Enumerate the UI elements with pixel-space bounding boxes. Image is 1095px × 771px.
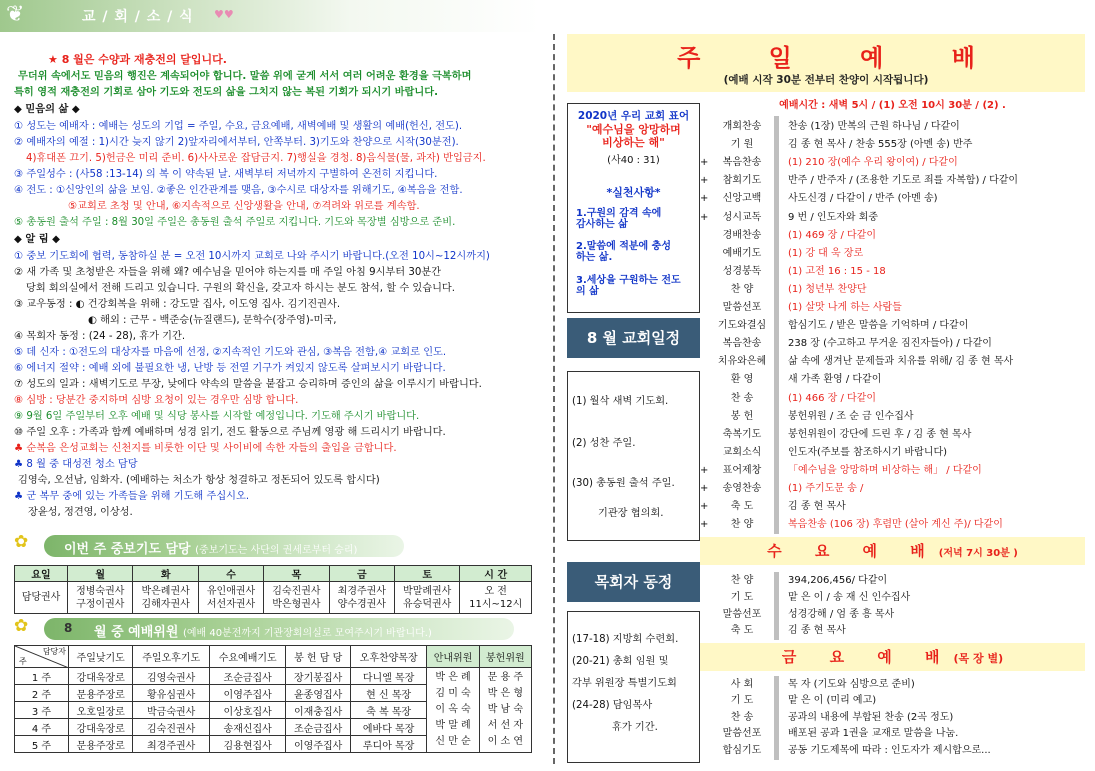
order-bullet: + (700, 211, 709, 223)
order-value: (1) 강 대 욱 장로 (788, 247, 864, 259)
week-cell: 5 주 (15, 736, 69, 753)
order-bullet: + (700, 193, 709, 205)
motto-quote-2: 비상하는 해" (602, 136, 665, 149)
pastor-item: 각부 위원장 특별기도회 (572, 678, 677, 689)
notice-6: ⑥ 에너지 절약 : 예배 외에 불필요한 냉, 난방 등 전열 기구가 켜있지 않도록 살펴보시기 바랍니다. (14, 363, 446, 374)
order-value: 9 번 / 인도자와 회중 (788, 211, 879, 223)
order-label: 성경봉독 (722, 265, 762, 277)
name: 박은형권사 (272, 598, 321, 610)
name: 박 은 형 (487, 688, 523, 699)
time: 11시~12시 (469, 598, 523, 610)
prayer-cell (329, 582, 394, 614)
faith-item-2b: 4)휴대폰 끄기. 5)헌금은 미리 준비. 6)사사로운 잡담금지. 7)행실을 경청. 8)음식물(물, 과자) 반입금지. (26, 153, 486, 164)
name: 김숙진권사 (272, 585, 321, 597)
ushers-section-pill (44, 618, 514, 640)
notice-1: ① 중보 기도회에 협력, 동참하실 분 = 오전 10시까지 교회로 나와 주시기 바랍니다.(오전 10시~12시까지) (14, 251, 490, 262)
practice-3b: 의 삶 (576, 286, 599, 297)
usher-cell: 축 복 목장 (350, 702, 427, 719)
order-value: (1) 고전 16 : 15 - 18 (788, 265, 886, 277)
intro-line-2: 특히 영적 재충전의 기회로 삼아 기도와 전도의 삶을 그치지 않는 복된 기회가 되시기 바랍니다. (14, 87, 438, 98)
monthly-schedule-title: 8 월 교회일정 (567, 318, 700, 358)
notice-3: ③ 교우동정 : ◐ 건강회복을 위해 : 강도말 집사, 이도영 집사. 김기진권사. (14, 299, 341, 310)
order-label: 복음찬송 (722, 338, 762, 350)
prayer-cell (460, 582, 532, 614)
practice-1a: 1.구원의 감격 속에 (576, 208, 662, 219)
notice-12b: 김영숙, 오선남, 임화자. (예배하는 처소가 항상 청결하고 정돈되어 있도록 합시다) (18, 475, 380, 486)
order-value: 배포된 공과 1권을 교재로 말씀을 나눔. (788, 728, 959, 740)
leaf-icon: ❦ (6, 2, 25, 27)
usher-cell: 문용주장로 (69, 736, 133, 753)
name: 유인애권사 (206, 585, 256, 597)
ushers-section-subtitle: (예배 40분전까지 기관장회의실로 모여주시기 바랍니다.) (182, 628, 432, 639)
notice-2: ② 새 가족 및 초청받은 자들을 위해 왜? 예수님을 믿어야 하는지를 매 주일 아침 9시부터 30분간 (14, 267, 441, 278)
usher-cell: 오호일장로 (69, 702, 133, 719)
order-label: 표어제창 (722, 464, 762, 476)
order-label: 찬 양 (730, 575, 754, 586)
pastor-item: (20-21) 총회 임원 및 (572, 656, 669, 667)
faith-item-3: ③ 주일성수 : (사58 :13-14) 의 복 이 약속된 날. 새벽부터 저녁까지 구별하여 온전히 지킵니다. (14, 169, 438, 180)
corner-bottom: 주 (19, 657, 27, 666)
order-value: 인도자(주보를 참조하시기 바랍니다) (788, 446, 948, 458)
intro-line-1: 무더위 속에서도 믿음의 행진은 계속되어야 합니다. 말씀 위에 굳게 서서 여러 어려운 환경을 극복하며 (18, 71, 472, 82)
church-motto-box (567, 103, 700, 313)
order-label: 기 도 (730, 695, 754, 707)
header-cell: 화 (133, 566, 198, 582)
order-value: 찬송 (1장) 만복의 근원 하나님 / 다같이 (788, 121, 960, 132)
prayer-section-subtitle: (중보기도는 사단의 권세로부터 승리) (195, 545, 358, 556)
usher-cell: 김용현집사 (209, 736, 286, 753)
hearts-icon: ♥♥ (214, 8, 234, 21)
ushers-num: 8 (64, 621, 73, 635)
prayer-section-title: 이번 주 중보기도 담당 (64, 542, 191, 557)
usher-cell: 조순금집사 (209, 668, 286, 685)
order-label: 봉 헌 (730, 410, 754, 422)
schedule-item: (30) 총동원 출석 주일. (572, 478, 675, 489)
practice-title: *실천사항* (606, 186, 661, 199)
name: 김 미 숙 (435, 688, 471, 699)
usher-cell: 이영주집사 (209, 685, 286, 702)
order-bullet: + (700, 157, 709, 169)
usher-cell: 이상호집사 (209, 702, 286, 719)
order-value: 김 종 현 목사 / 찬송 555장 (아멘 송) 반주 (788, 139, 973, 151)
name: 박 말 례 (435, 720, 471, 731)
name: 신 만 순 (435, 736, 471, 747)
time: 오 전 (484, 585, 507, 597)
diagonal-line (15, 646, 69, 668)
order-value: 복음찬송 (106 장) 후렴만 (살아 계신 주)/ 다같이 (788, 519, 1003, 531)
order-divider-bar (774, 676, 779, 760)
order-value: 반주 / 반주자 / (조용한 기도로 죄를 자복함) / 다같이 (788, 175, 1019, 187)
friday-title: 금 요 예 배 (781, 648, 954, 666)
prayer-cell (395, 582, 460, 614)
motto-quote-1: "예수님을 앙망하며 (586, 123, 681, 136)
order-value: 공과의 내용에 부합된 찬송 (2곡 정도) (788, 711, 954, 723)
order-value: 새 가족 환영 / 다같이 (788, 374, 882, 386)
usher-cell: 김영숙권사 (133, 668, 210, 685)
order-label: 기도와결심 (717, 320, 767, 332)
notice-13: ♣ 군 복무 중에 있는 가족들을 위해 기도해 주십시오. (14, 491, 250, 502)
order-label: 사 회 (730, 679, 754, 690)
order-value: 김 종 현 목사 (788, 625, 846, 637)
order-value: 김 종 현 목사 (788, 501, 846, 513)
order-value: (1) 살맛 나게 하는 사람들 (788, 302, 902, 313)
header-cell: 봉 헌 담 당 (286, 646, 350, 668)
order-label: 기 원 (730, 139, 754, 151)
order-label: 찬 송 (730, 711, 754, 723)
week-cell: 3 주 (15, 702, 69, 719)
usher-cell: 문용주장로 (69, 685, 133, 702)
name: 이 옥 숙 (435, 704, 471, 715)
usher-cell: 에바다 목장 (350, 719, 427, 736)
name: 박말례권사 (403, 585, 452, 597)
notice-5: ⑤ 데 신자 : ①전도의 대상자를 마음에 선정, ②지속적인 기도와 관심, ③복음 전함,④ 교회로 인도. (14, 347, 447, 358)
notice-9: ⑨ 9월 6일 주일부터 오후 예배 및 식당 봉사를 시작할 예정입니다. 기도해 주시기 바랍니다. (14, 411, 420, 422)
prayer-table (14, 565, 532, 614)
faith-item-5: ⑤ 총동원 출석 주일 : 8월 30일 주일은 총동원 출석 주일로 지킵니다. 기도와 목장별 심방으로 준비. (14, 217, 456, 228)
name: 양수경권사 (337, 598, 386, 610)
prayer-cell (264, 582, 329, 614)
name: 문 용 주 (487, 672, 523, 683)
notice-section-title: ◆ 알 림 ◆ (14, 234, 60, 245)
order-value: (1) 청년부 찬양단 (788, 283, 867, 295)
header-cell: 목 (264, 566, 329, 582)
prayer-cell (68, 582, 133, 614)
row-label: 담당권사 (15, 582, 68, 614)
header-cell: 월 (68, 566, 133, 582)
name: 김해자권사 (141, 598, 190, 610)
ushers-section-title: 월 중 예배위원 (94, 625, 179, 640)
notice-2b: 당회 회의실에서 전해 드리고 있습니다. 구원의 확신을, 갖고자 하시는 분도 참석, 할 수 있습니다. (26, 283, 456, 294)
order-bullet: + (700, 519, 709, 531)
week-cell: 4 주 (15, 719, 69, 736)
corner-cell (15, 646, 69, 668)
order-bullet: + (700, 483, 709, 494)
header-cell: 봉헌위원 (479, 646, 531, 668)
faith-item-4: ④ 전도 : ①신앙인의 삶을 보임. ②좋은 인간관계를 맺음, ③수시로 대상자를 위해기도, ④복음을 전함. (14, 185, 463, 196)
order-label: 신앙고백 (722, 193, 762, 205)
pastor-news-box (567, 611, 700, 763)
week-cell: 1 주 (15, 668, 69, 685)
friday-leader: (목 장 별) (953, 652, 1004, 665)
prayer-cell (198, 582, 263, 614)
notice-10: ⑩ 주일 오후 : 가족과 함께 예배하며 성경 읽기, 전도 활동으로 주님께 영광 해 드리시기 바랍니다. (14, 427, 446, 438)
monthly-schedule-box (567, 371, 700, 541)
order-label: 예배기도 (722, 247, 762, 259)
order-value: 목 자 (기도와 심방으로 준비) (788, 679, 915, 690)
practice-2a: 2.말씀에 적분에 충성 (576, 241, 671, 252)
order-divider-bar (774, 116, 779, 534)
sunday-worship-title: 주 일 예 배 (677, 44, 1005, 72)
motto-year: 2020년 우리 교회 표어 (577, 110, 690, 122)
header-cell: 수 (198, 566, 263, 582)
order-value: 봉헌위원 / 조 순 금 인수집사 (788, 410, 914, 422)
name: 정병숙권사 (76, 585, 125, 597)
header-cell: 오후찬양목장 (350, 646, 427, 668)
schedule-item: (2) 성찬 주일. (572, 438, 636, 449)
header-cell: 금 (329, 566, 394, 582)
faith-section-title: ◆ 믿음의 삶 ◆ (14, 104, 80, 115)
order-label: 기 도 (730, 591, 754, 603)
name: 박 남 숙 (487, 704, 523, 715)
header-cell: 주일오후기도 (133, 646, 210, 668)
order-label: 송영찬송 (722, 483, 762, 494)
order-label: 교회소식 (722, 446, 762, 458)
practice-3a: 3.세상을 구원하는 전도 (576, 275, 681, 286)
order-value: 성경강해 / 엄 종 흥 목사 (788, 608, 895, 620)
faith-item-1: ① 성도는 예배자 : 예배는 성도의 기업 = 주일, 수요, 금요예배, 새벽예배 및 생활의 예배(헌신, 전도). (14, 121, 463, 132)
notice-13b: 장윤성, 정견영, 이상성. (28, 507, 133, 518)
order-label: 환 영 (730, 374, 754, 386)
guide-cell (427, 668, 479, 753)
header-cell: 토 (395, 566, 460, 582)
usher-cell: 조순금집사 (286, 719, 350, 736)
usher-cell: 이재충집사 (286, 702, 350, 719)
notice-3b: ◐ 해외 : 근무 - 백준승(뉴질랜드), 문학수(장주영)-미국, (88, 315, 337, 326)
order-bullet: + (700, 175, 709, 187)
usher-cell: 장기봉집사 (286, 668, 350, 685)
order-bullet: + (700, 501, 709, 513)
order-label: 성시교독 (722, 211, 762, 223)
week-cell: 2 주 (15, 685, 69, 702)
name: 유승덕권사 (403, 598, 452, 610)
order-label: 합심기도 (722, 744, 762, 756)
order-label: 축 도 (730, 501, 754, 513)
order-label: 복음찬송 (722, 157, 762, 169)
usher-cell: 최경주권사 (133, 736, 210, 753)
order-value: (1) 주기도문 송 / (788, 483, 864, 494)
sunday-worship-banner (567, 34, 1085, 92)
header-cell: 안내위원 (427, 646, 479, 668)
name: 서선자권사 (206, 598, 256, 610)
usher-cell: 루디아 목장 (350, 736, 427, 753)
usher-cell: 이영주집사 (286, 736, 350, 753)
notice-11: ♣ 순복음 은성교회는 신천지를 비롯한 이단 및 사이비에 속한 자들의 출입을 금합니다. (14, 443, 397, 454)
order-value: 맡 은 이 / 송 재 신 인수집사 (788, 591, 911, 603)
headline: ★ 8 월은 수양과 재충전의 달입니다. (48, 53, 227, 66)
faith-item-4b: ⑤교회로 초청 및 안내, ⑥지속적으로 신앙생활을 안내, ⑦격려와 위로를 계속함. (68, 201, 420, 212)
usher-cell: 다니엘 목장 (350, 668, 427, 685)
flower-icon: ✿ (14, 532, 29, 552)
notice-4: ④ 목회자 동정 : (24 - 28), 휴가 기간. (14, 331, 186, 342)
pastor-news-title: 목회자 동정 (567, 562, 700, 602)
notice-12: ♣ 8 월 중 대성전 청소 담당 (14, 459, 138, 470)
order-label: 말씀선포 (722, 608, 762, 620)
practice-2b: 하는 삶. (576, 252, 613, 263)
church-news-header (0, 0, 540, 32)
order-label: 개회찬송 (722, 121, 762, 132)
usher-cell: 김숙진권사 (133, 719, 210, 736)
name: 박 은 례 (435, 672, 471, 683)
order-label: 말씀선포 (722, 728, 762, 740)
order-value: 합심기도 / 받은 말씀을 기억하며 / 다같이 (788, 320, 969, 332)
wednesday-worship-bar (700, 537, 1085, 565)
name: 이 소 연 (487, 736, 523, 747)
header-title: 교 / 회 / 소 / 식 (82, 9, 194, 25)
order-bullet: + (700, 464, 709, 476)
order-value: 맡 은 이 (미리 예고) (788, 695, 877, 707)
offering-cell (479, 668, 531, 753)
column-divider (553, 34, 555, 764)
order-label: 참회기도 (722, 175, 762, 187)
friday-worship-bar (700, 643, 1085, 671)
name: 구정이권사 (76, 598, 125, 610)
order-value: 394,206,456/ 다같이 (788, 575, 888, 586)
header-cell: 수요예배기도 (209, 646, 286, 668)
notice-7: ⑦ 성도의 일과 : 새벽기도로 무장, 낮에다 약속의 말씀을 붙잡고 승리하며 증인의 삶을 이루시기 바랍니다. (14, 379, 482, 390)
header-cell: 요일 (15, 566, 68, 582)
schedule-item: (1) 월삭 새벽 기도회. (572, 396, 669, 407)
order-label: 찬 송 (730, 392, 754, 404)
motto-reference: (사40 : 31) (607, 155, 660, 166)
order-value: 공동 기도제목에 따라 : 인도자가 제시합으로... (788, 744, 991, 756)
prayer-cell (133, 582, 198, 614)
usher-cell: 강대욱장로 (69, 719, 133, 736)
order-label: 축 도 (730, 625, 754, 637)
order-label: 치유와은혜 (717, 356, 767, 368)
usher-cell: 송재신집사 (209, 719, 286, 736)
flower-icon: ✿ (14, 616, 29, 636)
usher-cell: 박금숙권사 (133, 702, 210, 719)
order-value: 사도신경 / 다같이 / 반주 (아멘 송) (788, 193, 938, 205)
order-label: 찬 양 (730, 283, 754, 295)
wednesday-title: 수 요 예 배 (767, 542, 939, 560)
order-value: 238 장 (수고하고 무거운 짐진자들아) / 다같이 (788, 338, 992, 350)
pastor-item: 휴가 기간. (612, 722, 658, 733)
order-value: (1) 466 장 / 다같이 (788, 392, 876, 404)
order-value: 삶 속에 생겨난 문제들과 치유를 위해/ 김 종 현 목사 (788, 356, 1014, 368)
corner-top: 담당자 (42, 647, 66, 656)
sunday-worship-subtitle: (예배 시작 30분 전부터 찬양이 시작됩니다) (723, 74, 929, 86)
schedule-item: 기관장 협의회. (598, 508, 664, 519)
order-value: (1) 210 장(예수 우리 왕이여) / 다같이 (788, 157, 958, 169)
name: 서 선 자 (487, 720, 523, 731)
prayer-section-pill (44, 535, 404, 557)
order-divider-bar (774, 572, 779, 640)
ushers-table (14, 645, 532, 753)
order-value: (1) 469 장 / 다같이 (788, 229, 876, 241)
pastor-item: (17-18) 지방회 수련회. (572, 634, 679, 645)
usher-cell: 윤종영집사 (286, 685, 350, 702)
wednesday-time: (저녁 7시 30분 ) (938, 548, 1018, 559)
pastor-item: (24-28) 담임목사 (572, 700, 653, 711)
header-cell: 주일낮기도 (69, 646, 133, 668)
notice-8: ⑧ 심방 : 당분간 중지하며 심방 요청이 있는 경우만 심방 합니다. (14, 395, 299, 406)
practice-1b: 감사하는 삶 (576, 219, 628, 230)
name: 박은례권사 (141, 585, 190, 597)
order-label: 축복기도 (722, 428, 762, 440)
faith-item-2: ② 예배자의 예절 : 1)시간 늦지 않기 2)앞자리에서부터, 안쪽부터. 3)기도와 찬양으로 시작(30분전). (14, 137, 459, 148)
order-value: 봉헌위원이 강단에 드린 후 / 김 종 현 목사 (788, 428, 972, 440)
order-label: 경배찬송 (722, 229, 762, 241)
order-value: 「예수님을 앙망하며 비상하는 해」 / 다같이 (788, 464, 982, 476)
usher-cell: 현 신 목장 (350, 685, 427, 702)
header-cell: 시 간 (460, 566, 532, 582)
usher-cell: 황유심권사 (133, 685, 210, 702)
name: 최경주권사 (337, 585, 386, 597)
usher-cell: 강대욱장로 (69, 668, 133, 685)
order-label: 찬 양 (730, 519, 754, 531)
worship-time: 예배시간 : 새벽 5시 / (1) 오전 10시 30분 / (2) . (779, 100, 1006, 111)
order-label: 말씀선포 (722, 302, 762, 313)
